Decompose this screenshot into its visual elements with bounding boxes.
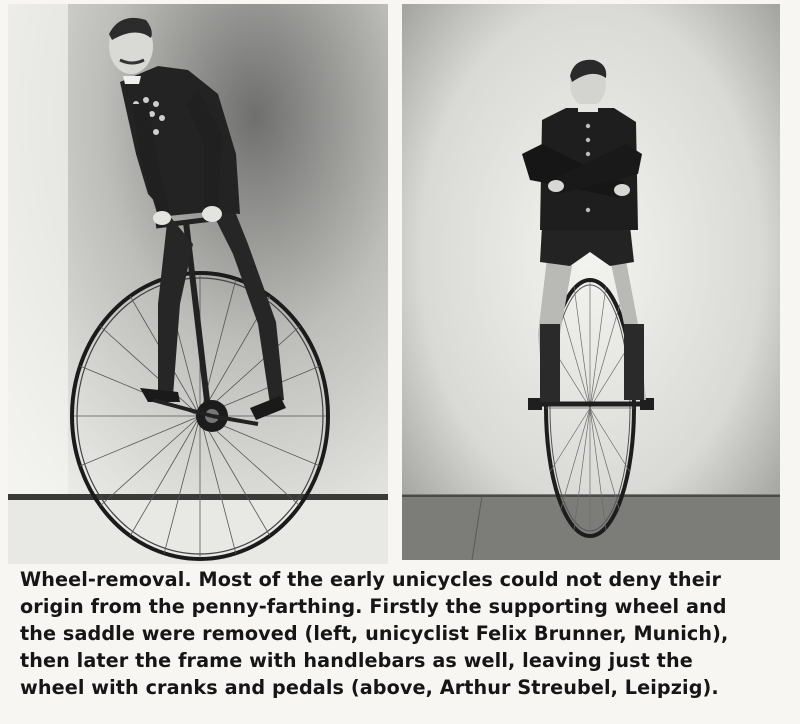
unicyclist-felix-brunner-illustration [8,4,388,564]
floor-line [8,494,388,500]
caption-line: then later the frame with handlebars as well, leaving just the [20,649,693,672]
unicyclist-arthur-streubel-illustration [402,4,780,560]
floor [402,494,780,560]
photo-arthur-streubel [402,4,780,560]
photo-caption [20,566,780,701]
caption-line: wheel with cranks and pedals (above, Arthur Streubel, Leipzig). [20,676,719,699]
caption-line: origin from the penny-farthing. Firstly the supporting wheel and [20,595,727,618]
caption-line: the saddle were removed (left, unicyclist Felix Brunner, Munich), [20,622,729,645]
caption-line: Wheel-removal. Most of the early unicycles could not deny their [20,568,722,591]
photo-felix-brunner [8,4,388,564]
